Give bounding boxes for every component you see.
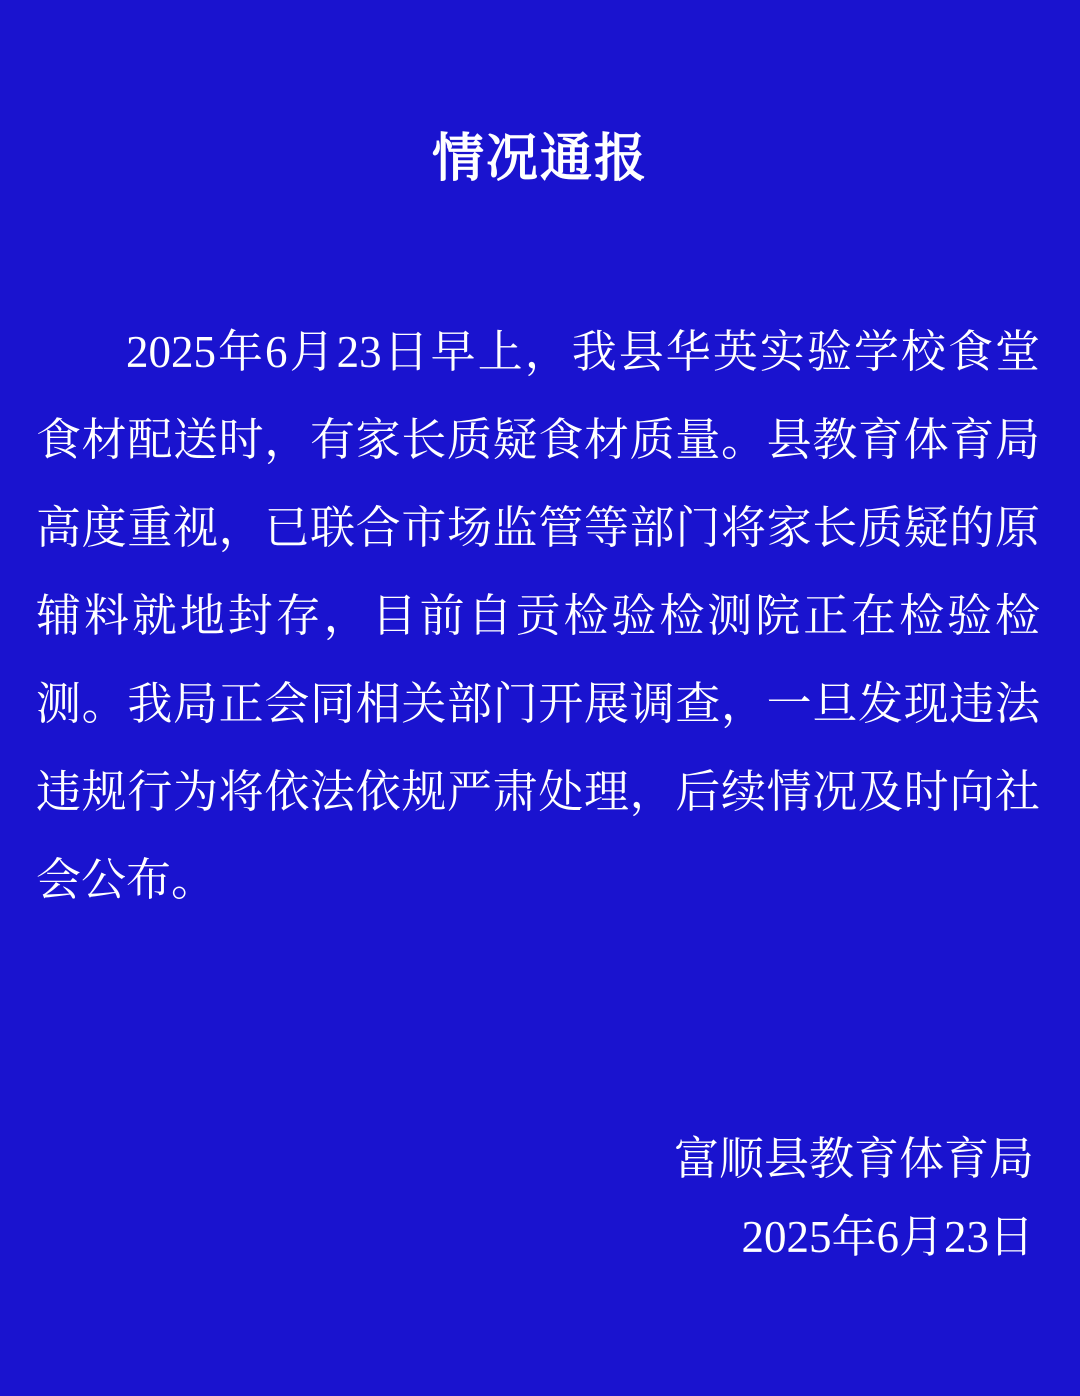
notice-body xyxy=(0,308,1080,924)
page-title: 情况通报 xyxy=(431,129,648,189)
signature-block xyxy=(0,1120,1080,1396)
signature-date: 2025年6月23日 xyxy=(741,1212,1034,1262)
signature-organization: 富顺县教育体育局 xyxy=(673,1134,1034,1184)
notice-body-paragraph: 2025年6月23日早上，我县华英实验学校食堂食材配送时，有家长质疑食材质量。县教育体育局高度重视，已联合市场监管等部门将家长质疑的原辅料就地封存，目前自贡检验检测院正在检验检测。我局正会同相关部门开展调查，一旦发现违法违规行为将依法依规严肃处理，后续情况及时向社会公布。 xyxy=(36,327,1040,906)
